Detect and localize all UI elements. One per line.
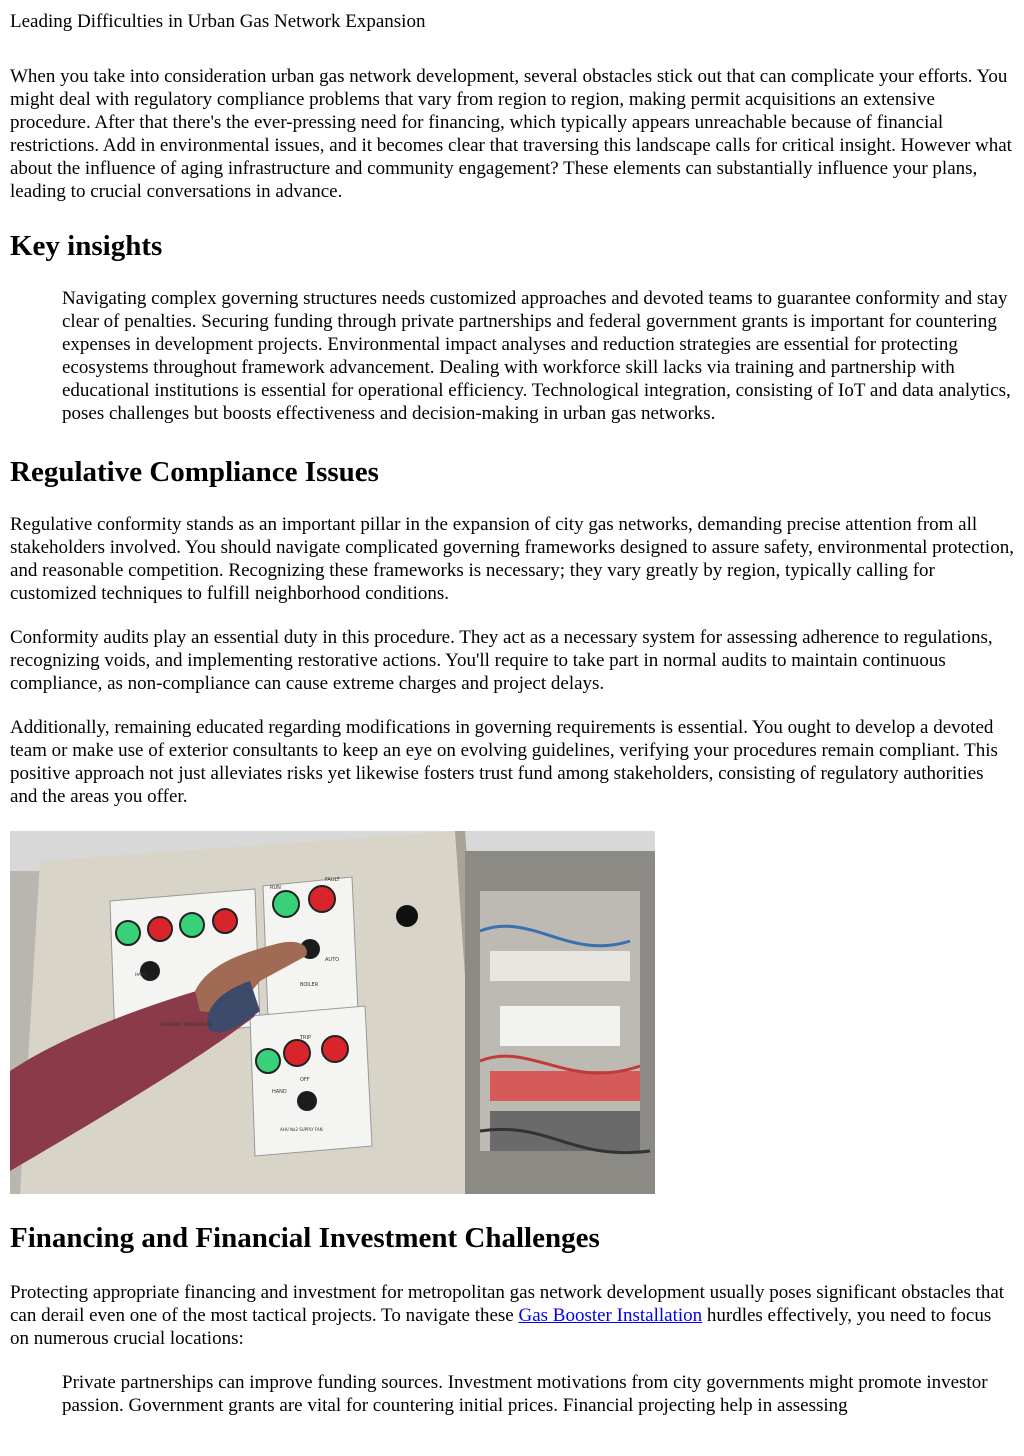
label-trip: TRIP xyxy=(300,1035,312,1041)
financing-paragraph-1 xyxy=(10,1281,1014,1350)
key-insights-quote: Navigating complex governing structures needs customized approaches and devoted teams to guarantee conformity and stay clear of penalties. Securing funding through private partnerships and federal government grants is important for countering expenses in development projects. Environmental impact analyses and reduction strategies are essential for protecting ecosystems throughout framework advancement. Dealing with workforce skill lacks via training and partnership with educational institutions is essential for operational efficiency. Technological integration, consisting of IoT and data analytics, poses challenges but boosts effectiveness and decision-making in urban gas networks. xyxy=(62,288,1011,424)
regulative-paragraph-2: Conformity audits play an essential duty in this procedure. They act as a necessary system for assessing adherence to regulations, recognizing voids, and implementing restorative actions. You'll require to take part in normal audits to maintain continuous compliance, as non-compliance can cause extreme charges and project delays. xyxy=(10,627,993,694)
financing-text-before: Protecting appropriate financing and investment for metropolitan gas network development usually poses significant obstacles that can derail even one of the most tactical projects. To navigate these xyxy=(10,1282,1005,1326)
control-panel-photo xyxy=(10,831,655,1194)
control-panel-photo-svg xyxy=(10,831,655,1194)
regulative-paragraph-1: Regulative conformity stands as an important pillar in the expansion of city gas networks, demanding precise attention from all stakeholders involved. You should navigate complicated governing frameworks designed to assure safety, environmental protection, and reasonable competition. Recognizing these frameworks is necessary; they vary greatly by region, typically calling for customized techniques to fulfill neighborhood conditions. xyxy=(10,514,1014,604)
document-title: Leading Difficulties in Urban Gas Network Expansion xyxy=(10,11,426,32)
financing-heading: Financing and Financial Investment Challenges xyxy=(10,1222,600,1254)
financing-quote: Private partnerships can improve funding sources. Investment motivations from city governments might promote investor passion. Government grants are vital for countering initial prices. Financial projecting help in assessing xyxy=(62,1372,988,1416)
label-boiler: BOILER xyxy=(300,982,319,988)
regulative-paragraph-3: Additionally, remaining educated regarding modifications in governing requirements is essential. You ought to develop a devoted team or make use of exterior consultants to keep an eye on evolving guidelines, verifying your procedures remain compliant. This positive approach not just alleviates risks yet likewise fosters trust fund among stakeholders, consisting of regulatory authorities and the areas you offer. xyxy=(10,717,998,807)
document-page xyxy=(0,10,1024,1417)
label-hand-2: HAND xyxy=(135,972,147,977)
gas-booster-installation-link[interactable]: Gas Booster Installation xyxy=(518,1305,703,1326)
label-auto: AUTO xyxy=(325,957,340,963)
label-fault: FAULT xyxy=(325,877,340,883)
intro-paragraph: When you take into consideration urban gas network development, several obstacles stick out that can complicate your efforts. You might deal with regulatory compliance problems that vary from region to region, making permit acquisitions an extensive procedure. After that there's the ever-pressing need for financing, which typically appears unreachable because of financial restrictions. Add in environmental issues, and it becomes clear that traversing this landscape calls for critical insight. However what about the influence of aging infrastructure and community engagement? These elements can substantially influence your plans, leading to crucial conversations in advance. xyxy=(10,66,1012,202)
label-off: OFF xyxy=(300,1077,310,1083)
label-temperature: CONSTANT TEMPERATURE xyxy=(160,1022,213,1027)
label-hand: HAND xyxy=(272,1089,287,1095)
key-insights-heading: Key insights xyxy=(10,230,163,262)
label-run: RUN xyxy=(270,885,281,891)
regulative-heading: Regulative Compliance Issues xyxy=(10,456,379,488)
financing-text-after: hurdles effectively, you need to focus on numerous crucial locations: xyxy=(10,1305,992,1349)
label-supply-fan: AHU No2 SUPPLY FAN xyxy=(280,1127,323,1132)
